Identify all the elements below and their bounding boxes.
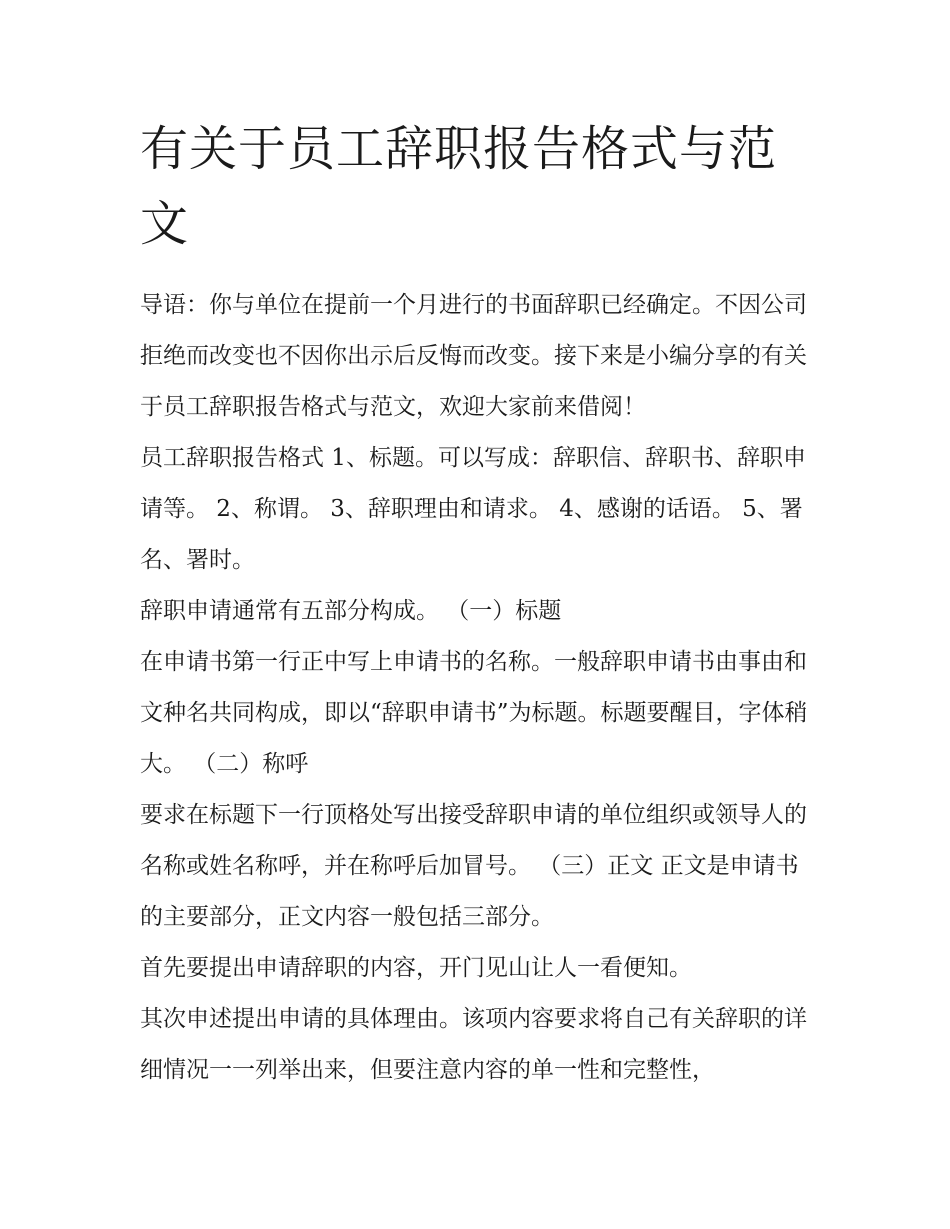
paragraph-title-section: 在申请书第一行正中写上申请书的名称。一般辞职申请书由事由和文种名共同构成，即以“辞职申请书”为标题。标题要醒目，字体稍大。 （二）称呼 — [140, 649, 808, 777]
paragraph-body-second: 其次申述提出申请的具体理由。该项内容要求将自己有关辞职的详细情况一一列举出来，但要注意内容的单一性和完整性， — [140, 1006, 807, 1083]
document-body — [140, 280, 820, 1096]
paragraph-structure: 辞职申请通常有五部分构成。 （一）标题 — [140, 598, 562, 624]
paragraph-intro: 导语：你与单位在提前一个月进行的书面辞职已经确定。不因公司拒绝而改变也不因你出示后反悔而改变。接下来是小编分享的有关于员工辞职报告格式与范文，欢迎大家前来借阅！ — [140, 292, 807, 420]
paragraph-body-first: 首先要提出申请辞职的内容，开门见山让人一看便知。 — [140, 955, 692, 981]
paragraph-salutation-section: 要求在标题下一行顶格处写出接受辞职申请的单位组织或领导人的名称或姓名称呼，并在称呼后加冒号。 （三）正文 正文是申请书的主要部分，正文内容一般包括三部分。 — [140, 802, 807, 930]
document-title: 有关于员工辞职报告格式与范文 — [140, 121, 778, 252]
paragraph-format: 员工辞职报告格式 1、标题。可以写成：辞职信、辞职书、辞职申请等。 2、称谓。 3、辞职理由和请求。 4、感谢的话语。 5、署名、署时。 — [140, 445, 806, 573]
